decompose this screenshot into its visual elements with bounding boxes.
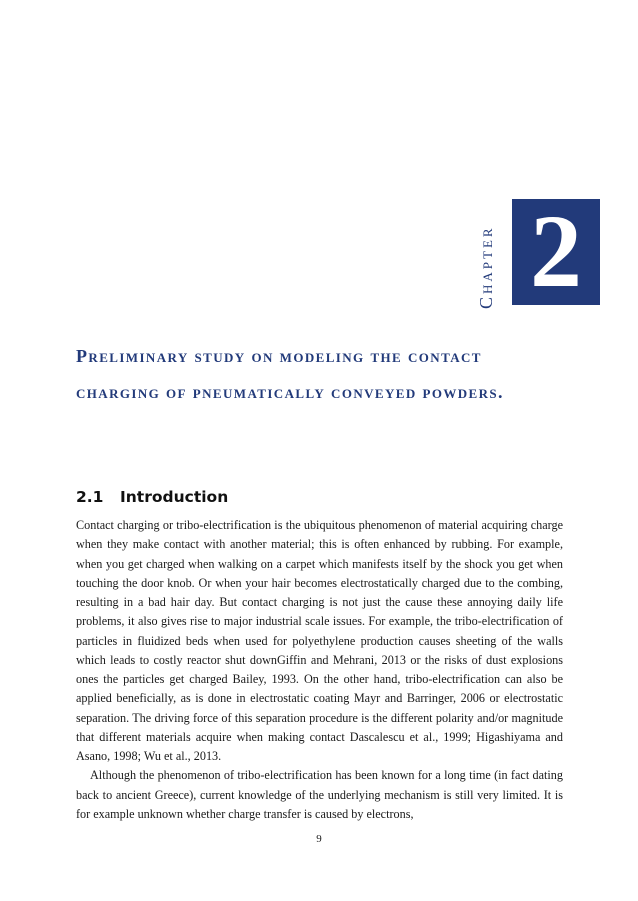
section-heading bbox=[76, 488, 228, 506]
section-title: Introduction bbox=[120, 488, 229, 506]
body-text bbox=[76, 516, 563, 824]
section-number: 2.1 bbox=[76, 488, 104, 506]
chapter-label: Chapter bbox=[476, 225, 496, 309]
chapter-number-box bbox=[512, 194, 600, 309]
paragraph: Contact charging or tribo-electrification is the ubiquitous phenomenon of material acquiring charge when they make contact with another material; this is often enhanced by rubbing. For example, when you get charged when walking on a carpet which manifests itself by the shock you get when touching the door knob. Or when your hair becomes electrostatically charged due to the combing, resulting in a bad hair day. But contact charging is not just the cause these annoying daily life problems, it also gives rise to major industrial scale issues. For example, the tribo-electrification of particles in fluidized beds when used for polyethylene production causes sheeting of the walls which leads to costly reactor shut downGiffin and Mehrani, 2013 or the risks of dust explosions ones the particles get charged Bailey, 1993. On the other hand, tribo-electrification can also be applied beneficially, as is done in electrostatic coating Mayr and Barringer, 2006 or electrostatic separation. The driving force of this separation procedure is the different polarity and/or magnitude that different materials acquire when making contact Dascalescu et al., 1999; Higashiyama and Asano, 1998; Wu et al., 2013. bbox=[76, 518, 563, 763]
paragraph: Although the phenomenon of tribo-electrification has been known for a long time (in fact dating back to ancient Greece), current knowledge of the underlying mechanism is still very limited. It is for example unknown whether charge transfer is caused by electrons, bbox=[76, 768, 563, 821]
chapter-number: 2 bbox=[530, 194, 582, 309]
page-number: 9 bbox=[316, 833, 322, 845]
chapter-title: Preliminary study on modeling the contact charging of pneumatically conveyed powders. bbox=[76, 346, 504, 402]
